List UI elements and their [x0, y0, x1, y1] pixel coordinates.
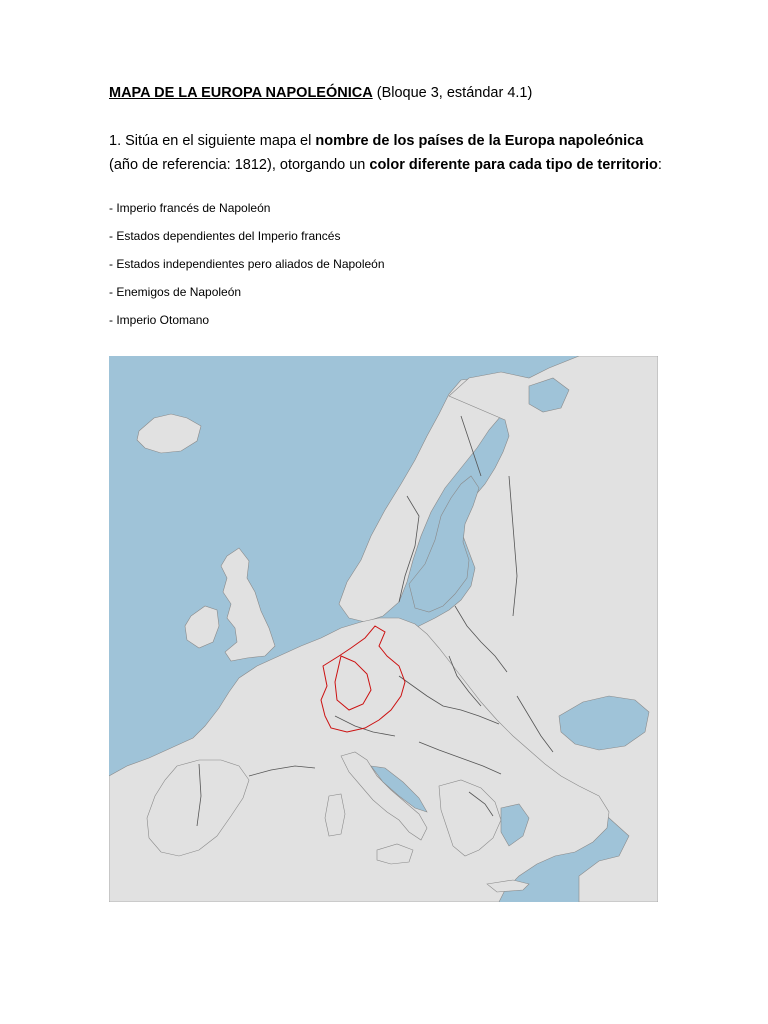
instruction-bold-1: nombre de los países de la Europa napoleónica — [315, 133, 644, 149]
land-masses — [109, 356, 658, 902]
territory-type-list — [109, 200, 385, 340]
list-item: - Estados dependientes del Imperio francés — [109, 229, 341, 243]
great-britain-shape — [221, 548, 275, 661]
instruction-bold-2: color diferente para cada tipo de territorio — [369, 157, 658, 173]
map-drawing — [109, 356, 658, 902]
instruction-part-3: : — [657, 157, 662, 173]
worksheet-heading — [109, 84, 532, 102]
instruction-text — [109, 129, 669, 177]
list-item: - Enemigos de Napoleón — [109, 285, 242, 299]
iceland-shape — [137, 414, 201, 453]
list-item: - Imperio Otomano — [109, 313, 210, 327]
sardinia-shape — [325, 794, 345, 836]
list-item: - Imperio francés de Napoleón — [109, 201, 271, 215]
list-item: - Estados independientes pero aliados de Napoleón — [109, 257, 385, 271]
worksheet-title: MAPA DE LA EUROPA NAPOLEÓNICA — [109, 85, 373, 101]
instruction-part-2: (año de referencia: 1812), otorgando un — [109, 157, 370, 173]
instruction-part-1: 1. Sitúa en el siguiente mapa el — [109, 133, 316, 149]
ireland-shape — [185, 606, 219, 648]
worksheet-subtitle: (Bloque 3, estándar 4.1) — [376, 85, 533, 101]
blank-europe-map — [109, 356, 658, 902]
